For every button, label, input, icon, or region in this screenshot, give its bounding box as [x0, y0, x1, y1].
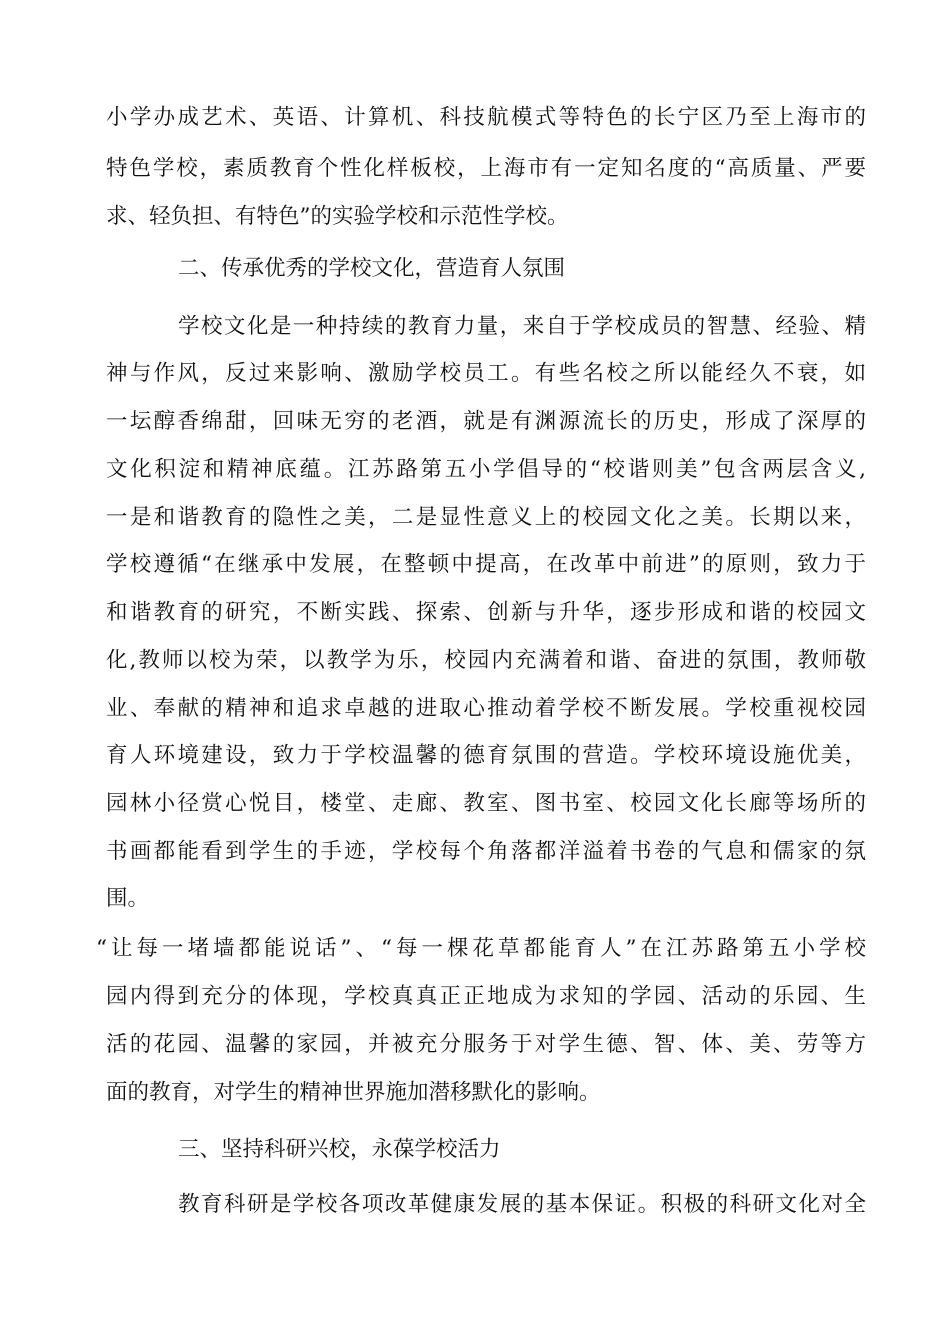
paragraph-line: 文化积淀和精神底蕴。江苏路第五小学倡导的“校谐则美”包含两层含义,	[106, 457, 866, 482]
paragraph-line: 教育科研是学校各项改革健康发展的基本保证。积极的科研文化对全	[178, 1192, 866, 1217]
paragraph-line: 小学办成艺术、英语、计算机、科技航模式等特色的长宁区乃至上海市的	[106, 105, 866, 130]
paragraph-line: 园内得到充分的体现，学校真真正正地成为求知的学园、活动的乐园、生	[106, 984, 866, 1009]
paragraph-line: 一坛醇香绵甜，回味无穷的老酒，就是有渊源流长的历史，形成了深厚的	[106, 409, 866, 434]
paragraph-line: 育人环境建设，致力于学校温馨的德育氛围的营造。学校环境设施优美，	[106, 743, 866, 768]
paragraph-line: 园林小径赏心悦目，楼堂、走廊、教室、图书室、校园文化长廊等场所的	[106, 791, 866, 816]
paragraph-line: 一是和谐教育的隐性之美，二是显性意义上的校园文化之美。长期以来，	[106, 505, 866, 530]
paragraph-line: 学校文化是一种持续的教育力量，来自于学校成员的智慧、经验、精	[178, 314, 866, 339]
paragraph-line: 书画都能看到学生的手迹，学校每个角落都洋溢着书卷的气息和儒家的氛	[106, 839, 866, 864]
paragraph-line: 学校遵循“在继承中发展，在整顿中提高，在改革中前进”的原则，致力于	[106, 552, 866, 577]
paragraph-line: 业、奉献的精神和追求卓越的进取心推动着学校不断发展。学校重视校园	[106, 696, 866, 721]
section-heading: 三、坚持科研兴校，永葆学校活力	[178, 1137, 501, 1162]
paragraph-line: “让每一堵墙都能说话”、“每一棵花草都能育人”在江苏路第五小学校	[96, 936, 866, 961]
paragraph-line: 和谐教育的研究，不断实践、探索、创新与升华，逐步形成和谐的校园文	[106, 600, 866, 625]
paragraph-line: 面的教育，对学生的精神世界施加潜移默化的影响。	[106, 1080, 601, 1105]
section-heading: 二、传承优秀的学校文化，营造育人氛围	[178, 256, 566, 281]
paragraph-line: 化,教师以校为荣，以教学为乐，校园内充满着和谐、奋进的氛围，教师敬	[106, 648, 866, 673]
paragraph-line: 特色学校，素质教育个性化样板校，上海市有一定知名度的“高质量、严要	[106, 156, 866, 181]
paragraph-line: 神与作风，反过来影响、激励学校员工。有些名校之所以能经久不衰，如	[106, 361, 866, 386]
paragraph-line: 求、轻负担、有特色”的实验学校和示范性学校。	[106, 204, 569, 229]
paragraph-line: 活的花园、温馨的家园，并被充分服务于对学生德、智、体、美、劳等方	[106, 1032, 866, 1057]
paragraph-line: 围。	[106, 886, 150, 911]
